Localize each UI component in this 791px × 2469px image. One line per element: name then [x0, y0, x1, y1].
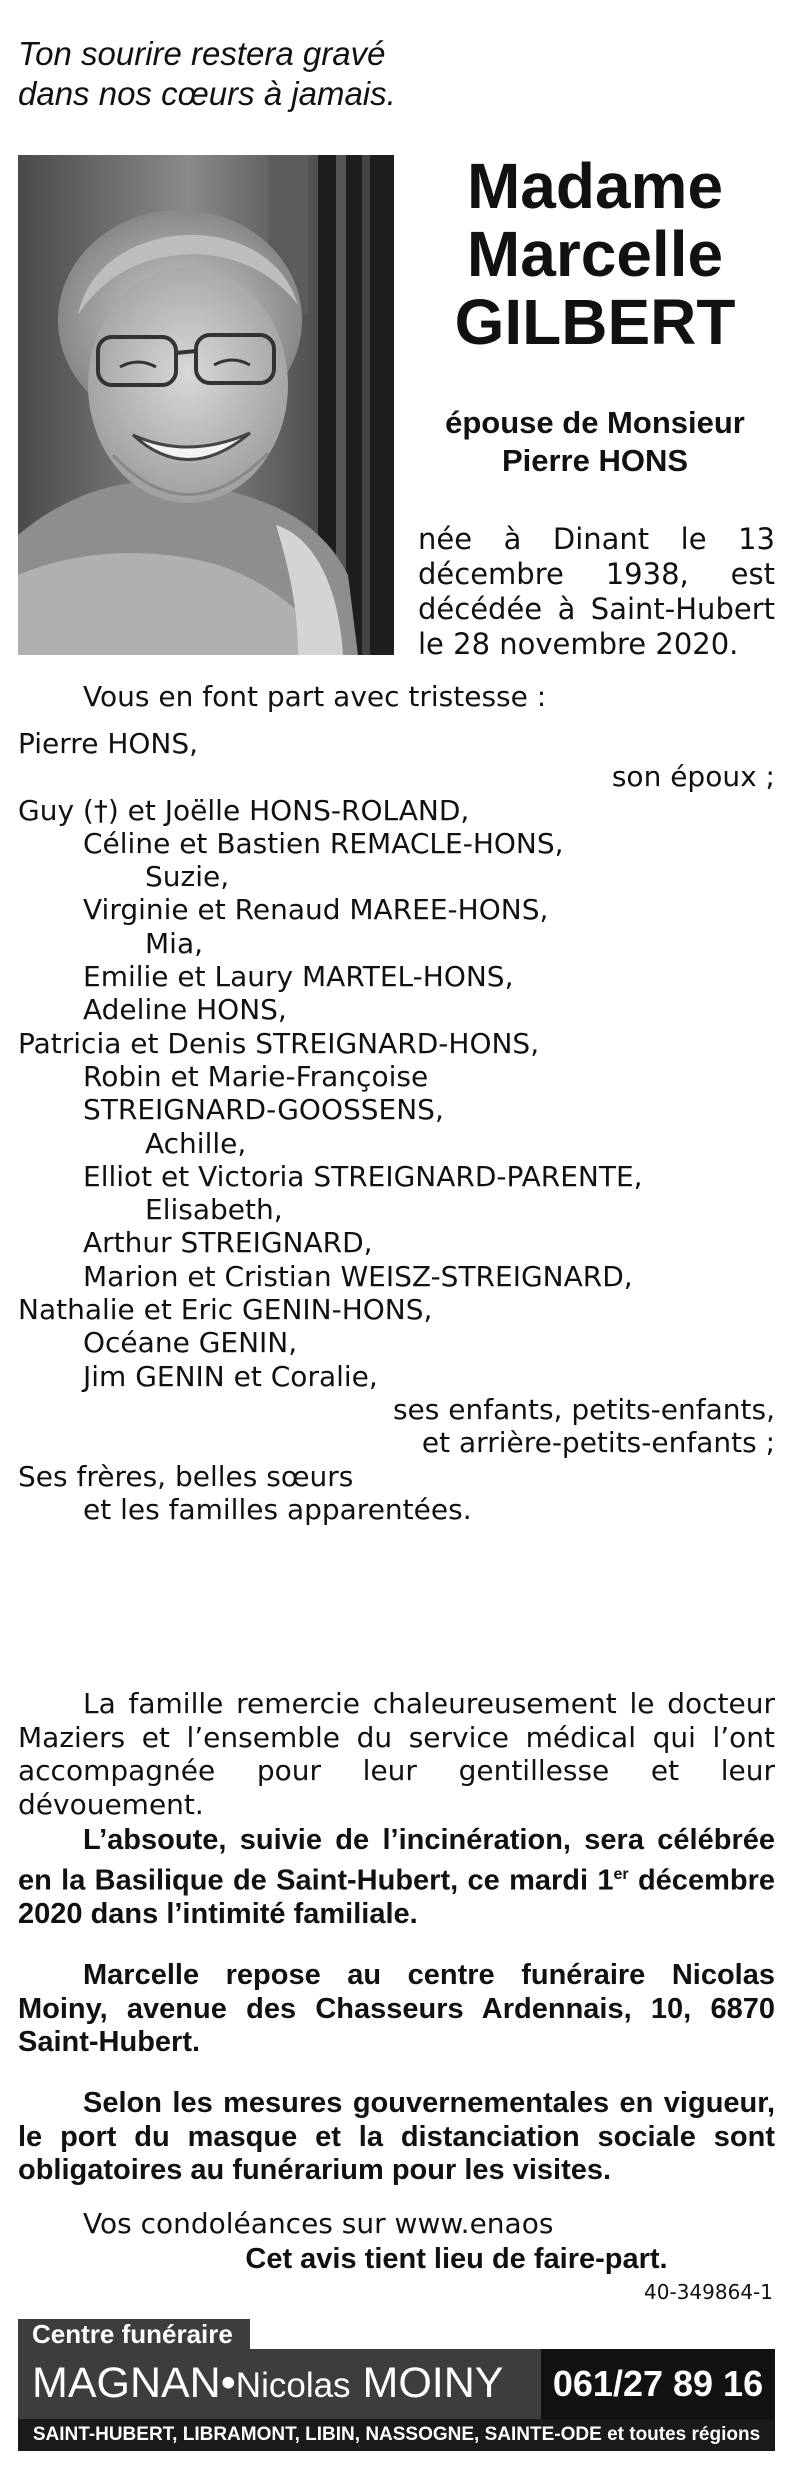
family-line: Elliot et Victoria STREIGNARD-PARENTE,	[83, 1159, 643, 1193]
thanks-paragraph: La famille remercie chaleureusement le docteur Maziers et l’ensemble du service médical qui l’ont accompagnée pour leur gentillesse et leur dévouement.	[18, 1687, 775, 1821]
quote-line-2: dans nos cœurs à jamais.	[18, 75, 396, 112]
condolences-line: Vos condoléances sur www.enaos	[83, 2207, 554, 2240]
family-line: son époux ;	[611, 760, 775, 794]
rest-paragraph: Marcelle repose au centre funéraire Nicolas Moiny, avenue des Chasseurs Ardennais, 10, 6870 Saint-Hubert.	[18, 1959, 775, 2058]
name-first: Marcelle	[466, 218, 724, 290]
family-line: Pierre HONS,	[18, 727, 199, 760]
brand-bullet: •	[220, 2359, 236, 2407]
ceremony-text-after: décembre 2020 dans l’intimité familiale.	[18, 1864, 775, 1930]
deceased-name	[420, 152, 770, 356]
family-line: Robin et Marie-Françoise	[83, 1059, 429, 1093]
family-line: Arthur STREIGNARD,	[83, 1226, 373, 1260]
family-line: Patricia et Denis STREIGNARD-HONS,	[18, 1026, 540, 1060]
family-line: Virginie et Renaud MAREE-HONS,	[83, 893, 549, 927]
brand-magnan: MAGNAN	[32, 2359, 221, 2407]
family-line: Marion et Cristian WEISZ-STREIGNARD,	[83, 1259, 633, 1293]
family-line: Emilie et Laury MARTEL-HONS,	[83, 960, 514, 994]
family-line: Elisabeth,	[145, 1193, 283, 1227]
brand-nicolas: Nicolas	[235, 2366, 351, 2405]
banner-brand	[32, 2357, 503, 2412]
quote-line-1: Ton sourire restera gravé	[18, 35, 386, 72]
family-line: Ses frères, belles sœurs	[18, 1459, 354, 1493]
family-line: Achille,	[145, 1126, 247, 1160]
family-line: Océane GENIN,	[83, 1326, 298, 1360]
spouse-line-1: épouse de Monsieur	[445, 405, 745, 440]
brand-moiny: MOINY	[362, 2359, 504, 2407]
family-line: Céline et Bastien REMACLE-HONS,	[83, 826, 564, 860]
name-title: Madame	[466, 150, 724, 222]
portrait-image	[18, 155, 394, 655]
spouse-info	[410, 404, 780, 480]
banner-locations: SAINT-HUBERT, LIBRAMONT, LIBIN, NASSOGNE, SAINTE-ODE et toutes régions	[18, 2419, 775, 2451]
funeral-home-banner	[18, 2319, 775, 2451]
intro-line: Vous en font part avec tristesse :	[83, 680, 547, 713]
name-last: GILBERT	[454, 286, 736, 358]
family-line: Jim GENIN et Coralie,	[83, 1359, 378, 1393]
ceremony-paragraph	[18, 1824, 775, 1931]
spouse-line-2: Pierre HONS	[501, 443, 689, 478]
epitaph-quote	[18, 34, 478, 114]
portrait-photo	[18, 155, 394, 655]
family-line: Guy (†) et Joëlle HONS-ROLAND,	[18, 793, 470, 827]
banner-label: Centre funéraire	[18, 2319, 250, 2349]
birth-death-info: née à Dinant le 13 décembre 1938, est décédée à Saint-Hubert le 28 novembre 2020.	[418, 522, 775, 661]
family-line: et les familles apparentées.	[83, 1492, 472, 1526]
ceremony-text-before: L’absoute, suivie de l’incinération, sera célébrée en la Basilique de Saint-Hubert, ce mardi 1	[18, 1824, 775, 1897]
measures-paragraph: Selon les mesures gouvernementales en vigueur, le port du masque et la distanciation sociale sont obligatoires au funérarium pour les visites.	[18, 2087, 775, 2186]
family-line: Adeline HONS,	[83, 993, 287, 1027]
family-list	[18, 727, 775, 1526]
family-line: Mia,	[145, 926, 203, 960]
notice-line: Cet avis tient lieu de faire-part.	[245, 2243, 668, 2275]
family-line: STREIGNARD-GOOSSENS,	[83, 1093, 444, 1127]
banner-main	[18, 2349, 775, 2419]
family-line: ses enfants, petits-enfants,	[392, 1392, 775, 1426]
announcement-intro	[18, 680, 775, 713]
family-line: et arrière-petits-enfants ;	[421, 1426, 775, 1460]
family-line: Suzie,	[145, 860, 230, 894]
banner-phone: 061/27 89 16	[541, 2349, 775, 2419]
family-line: Nathalie et Eric GENIN-HONS,	[18, 1293, 433, 1327]
reference-number: 40-349864-1	[644, 2280, 773, 2304]
ceremony-superscript: er	[613, 1865, 629, 1883]
